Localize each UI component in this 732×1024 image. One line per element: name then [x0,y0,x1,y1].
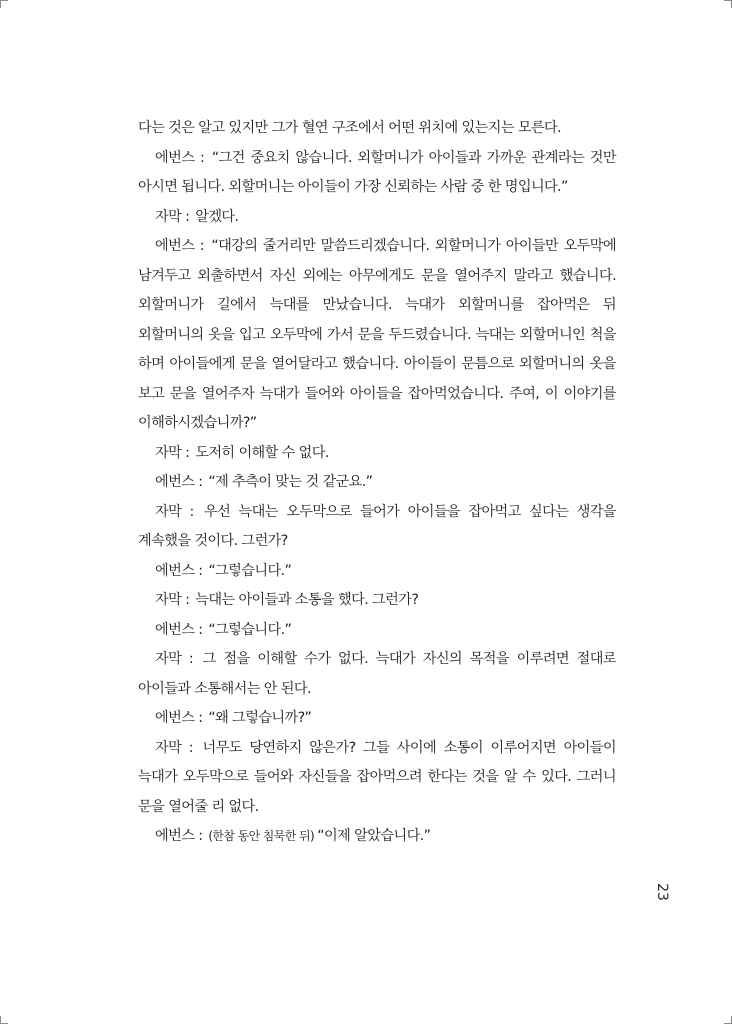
paragraph-text: “제 추측이 맞는 것 같군요.” [208,474,373,490]
speaker-label: 에번스 : [155,621,207,638]
crop-mark-top-left-horizontal [0,0,8,1]
paragraph [138,232,616,439]
paragraph-text: “그렇습니다.” [208,621,292,638]
paragraph-text: “왜 그렇습니까?” [208,710,312,726]
paragraph [138,114,616,144]
speaker-label: 자막 : [155,444,194,461]
crop-mark-top-right-horizontal [724,0,732,1]
paragraph [138,439,616,469]
paragraph-text: “대강의 줄거리만 말씀드리겠습니다. 외할머니가 아이들만 오두막에 남겨두고 외출하면서 자신 외에는 아무에게도 문을 열어주지 말라고 했습니다. 외할머니가 길에서 늑대를 만났습니다. 늑대가 외할머니를 잡아먹은 뒤 외할머니의 옷을 입고 오두막에 가서 문을 두드렸습니다. 늑대는 외할머니인 척을 하며 아이들에게 문을 열어달라고 했습니다. 아이들이 문틈으로 외할머니의 옷을 보고 문을 열어주자 늑대가 들어와 아이들을 잡아먹었습니다. 주여, 이 이야기를 이해하시겠습니까?” [138,238,616,431]
paragraph-text: 늑대는 아이들과 소통을 했다. 그런가? [195,592,419,608]
paragraph-text: “이제 알았습니다.” [317,828,431,844]
speaker-label: 에번스 : [155,828,207,844]
paragraph-text: 다는 것은 알고 있지만 그가 혈연 구조에서 어떤 위치에 있는지는 모른다. [138,120,562,136]
speaker-label: 에번스 : [155,710,207,726]
paragraph-text: 우선 늑대는 오두막으로 들어가 아이들을 잡아먹고 싶다는 생각을 계속했을 것이다. 그런가? [138,503,616,549]
body-text [138,114,616,852]
paragraph-text: 도저히 이해할 수 없다. [195,444,329,461]
speaker-label: 자막 : [155,651,201,667]
speaker-label: 자막 : [155,592,194,608]
speaker-label: 에번스 : [155,238,210,254]
paragraph [138,144,616,203]
paragraph [138,498,616,557]
stage-direction: (한참 동안 침묵한 뒤) [208,829,318,843]
paragraph [138,645,616,704]
speaker-label: 자막 : [155,739,201,756]
crop-mark-top-left-vertical [0,0,1,8]
paragraph [138,468,616,498]
speaker-label: 에번스 : [155,474,207,490]
speaker-label: 에번스 : [155,149,210,166]
paragraph [138,822,616,852]
paragraph [138,616,616,646]
paragraph [138,203,616,233]
paragraph-text: 그 점을 이해할 수가 없다. 늑대가 자신의 목적을 이루려면 절대로 아이들과 소통해서는 안 된다. [138,651,616,697]
speaker-label: 에번스 : [155,562,207,579]
speaker-label: 자막 : [155,503,203,520]
paragraph [138,704,616,734]
paragraph-text: “그건 중요치 않습니다. 외할머니가 아이들과 가까운 관계라는 것만 아시면 됩니다. 외할머니는 아이들이 가장 신뢰하는 사람 중 한 명입니다.” [138,149,616,195]
paragraph [138,734,616,823]
page-number: 23 [654,883,670,901]
paragraph-text: 알겠다. [195,208,239,225]
paragraph-text: “그렇습니다.” [208,562,292,579]
paragraph [138,557,616,587]
paragraph [138,586,616,616]
paragraph-text: 너무도 당연하지 않은가? 그들 사이에 소통이 이루어지면 아이들이 늑대가 오두막으로 들어와 자신들을 잡아먹으려 한다는 것을 알 수 있다. 그러니 문을 열어줄 리 없다. [138,739,616,815]
speaker-label: 자막 : [155,208,194,225]
